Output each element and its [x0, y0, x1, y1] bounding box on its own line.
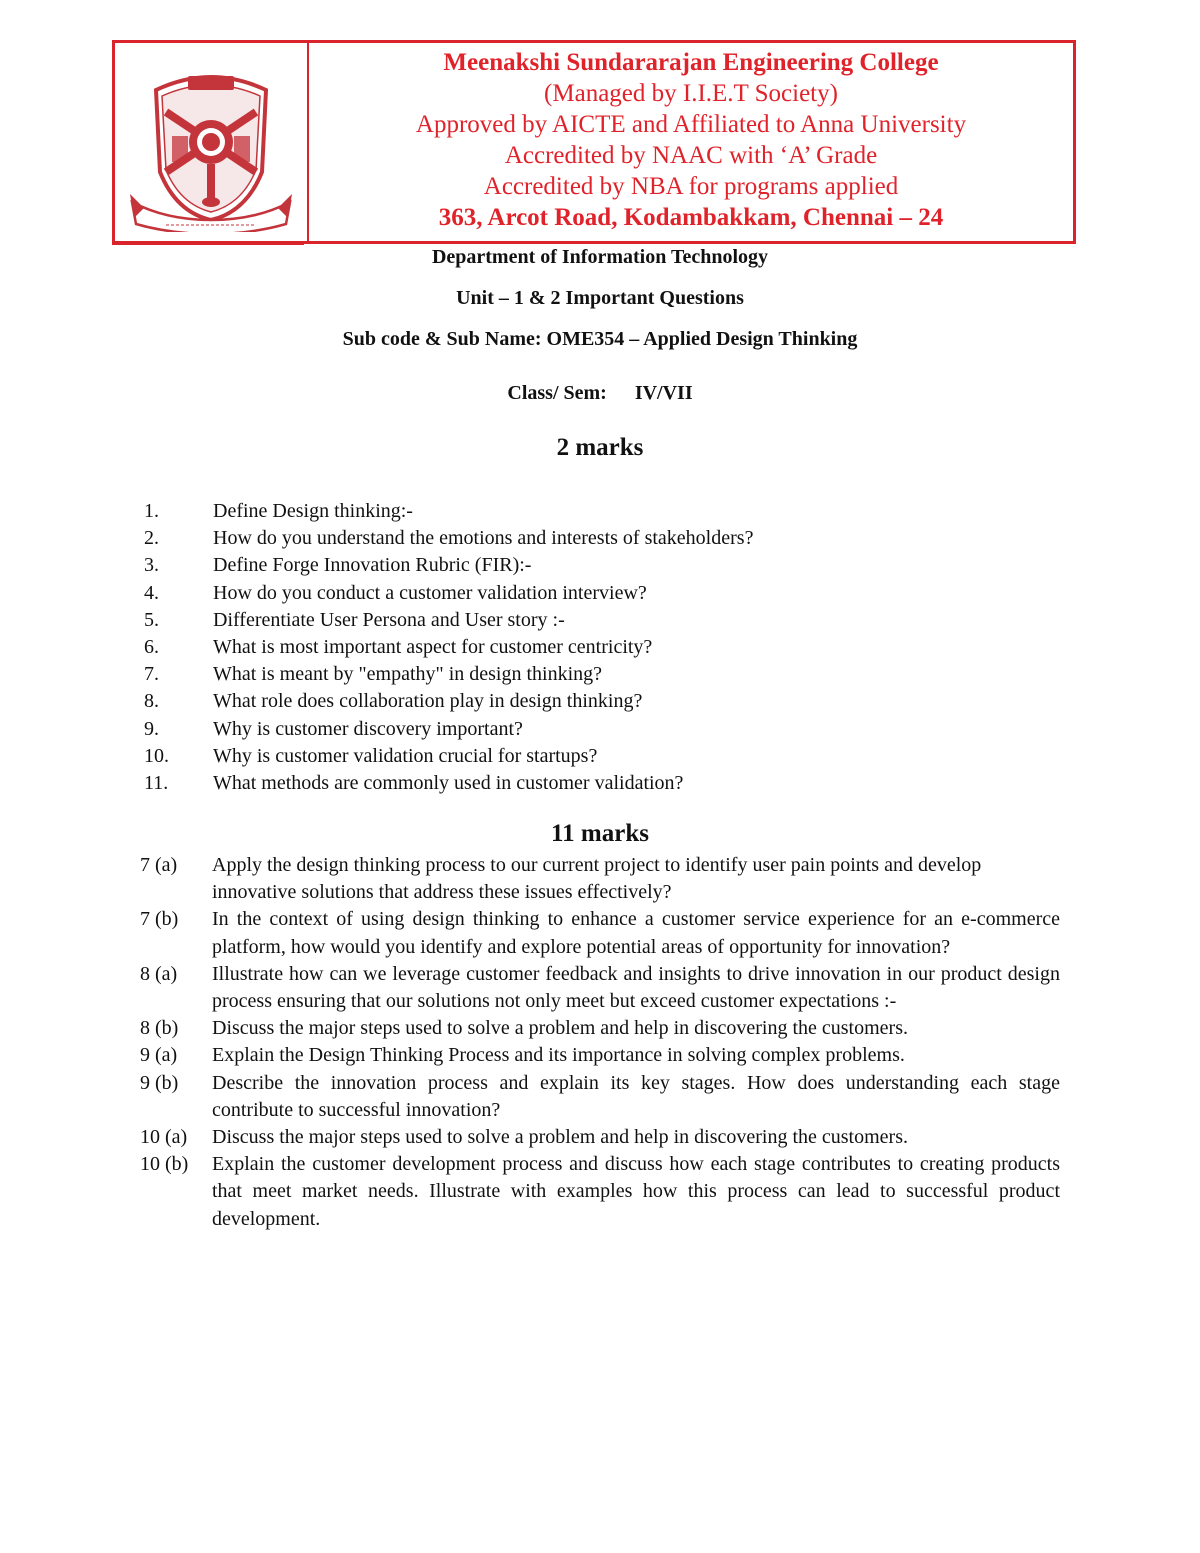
question-number: 10 (a) [140, 1126, 188, 1149]
class-value: IV/VII [634, 382, 693, 404]
question-text: What is most important aspect for customer centricity? [213, 635, 653, 658]
college-details [309, 43, 1073, 241]
eleven-marks-heading: 11 marks [551, 820, 649, 847]
question-item [140, 906, 1060, 960]
college-logo [115, 43, 309, 241]
question-number: 10 (b) [140, 1153, 189, 1176]
question-item [140, 961, 1060, 1015]
class-label: Class/ Sem: [507, 382, 607, 404]
question-number: 6. [144, 635, 159, 658]
question-item [144, 525, 1124, 552]
question-item [144, 661, 1124, 688]
question-item [144, 580, 1124, 607]
question-text: Apply the design thinking process to our current project to identify user pain points and develop innovative solutions that address these issues effectively? [212, 854, 982, 904]
question-text: How do you understand the emotions and interests of stakeholders? [213, 527, 754, 550]
managed-by: (Managed by I.I.E.T Society) [544, 80, 838, 107]
header-divider [112, 243, 304, 245]
college-address: 363, Arcot Road, Kodambakkam, Chennai – 24 [438, 204, 944, 231]
question-number: 1. [144, 500, 159, 522]
question-text: Explain the customer development process and discuss how each stage contributes to creating products that meet market needs. Illustrate with examples how this process can lead to successful product development. [212, 1153, 1060, 1230]
question-item [140, 1070, 1060, 1124]
question-number: 10. [144, 744, 169, 767]
question-text: Why is customer discovery important? [213, 717, 523, 740]
question-text: Differentiate User Persona and User story :- [213, 608, 565, 631]
question-text: Discuss the major steps used to solve a problem and help in discovering the customers. [212, 1126, 908, 1149]
question-number: 2. [144, 527, 159, 550]
question-item [144, 688, 1124, 715]
college-crest-icon [126, 52, 296, 232]
question-text: What methods are commonly used in customer validation? [213, 771, 684, 794]
question-item [140, 852, 1060, 906]
question-text: Why is customer validation crucial for startups? [213, 744, 598, 767]
question-item [144, 552, 1124, 579]
nba-line: Accredited by NBA for programs applied [483, 173, 899, 200]
question-number: 7. [144, 663, 159, 686]
question-text: In the context of using design thinking to enhance a customer service experience for an e-commerce platform, how would you identify and explore potential areas of opportunity for innovation? [212, 908, 1060, 958]
question-text: Describe the innovation process and explain its key stages. How does understanding each stage contribute to successful innovation? [212, 1071, 1060, 1121]
naac-line: Accredited by NAAC with ‘A’ Grade [504, 142, 878, 169]
two-marks-heading: 2 marks [556, 434, 644, 461]
question-number: 7 (a) [140, 854, 178, 876]
question-item [144, 716, 1124, 743]
department-title: Department of Information Technology [431, 246, 769, 268]
class-sem [0, 382, 1200, 405]
question-number: 7 (b) [140, 908, 179, 931]
question-number: 8 (a) [140, 962, 178, 985]
question-text: Illustrate how can we leverage customer feedback and insights to drive innovation in our product design process ensuring that our solutions not only meet but exceed customer expectations :- [212, 962, 1060, 1013]
college-header [112, 40, 1076, 244]
question-item [144, 743, 1124, 770]
question-number: 3. [144, 554, 159, 577]
question-item [144, 607, 1124, 634]
question-text: Discuss the major steps used to solve a problem and help in discovering the customers. [212, 1017, 908, 1040]
question-text: Define Forge Innovation Rubric (FIR):- [213, 554, 532, 577]
question-item [140, 1015, 1060, 1042]
question-text: How do you conduct a customer validation interview? [213, 581, 647, 604]
question-item [140, 1042, 1060, 1069]
question-number: 5. [144, 608, 159, 631]
question-number: 8. [144, 690, 159, 713]
unit-title: Unit – 1 & 2 Important Questions [456, 287, 744, 309]
question-number: 9. [144, 717, 159, 740]
subject-title: Sub code & Sub Name: OME354 – Applied Design Thinking [342, 328, 858, 350]
question-item [140, 1151, 1060, 1233]
question-number: 8 (b) [140, 1017, 179, 1040]
question-text: What role does collaboration play in design thinking? [213, 690, 643, 713]
question-number: 9 (b) [140, 1071, 179, 1094]
question-number: 11. [144, 771, 169, 794]
question-text: What is meant by "empathy" in design thinking? [213, 663, 603, 686]
two-marks-list [144, 498, 1124, 797]
question-number: 4. [144, 581, 159, 604]
eleven-marks-list [140, 852, 1060, 1233]
question-item [144, 498, 1124, 525]
question-item [140, 1124, 1060, 1151]
question-item [144, 634, 1124, 661]
question-item [144, 770, 1124, 797]
question-number: 9 (a) [140, 1044, 178, 1067]
college-name: Meenakshi Sundararajan Engineering College [443, 49, 939, 76]
question-text: Define Design thinking:- [213, 500, 413, 522]
approval-line: Approved by AICTE and Affiliated to Anna University [415, 111, 967, 138]
question-text: Explain the Design Thinking Process and its importance in solving complex problems. [212, 1044, 905, 1067]
